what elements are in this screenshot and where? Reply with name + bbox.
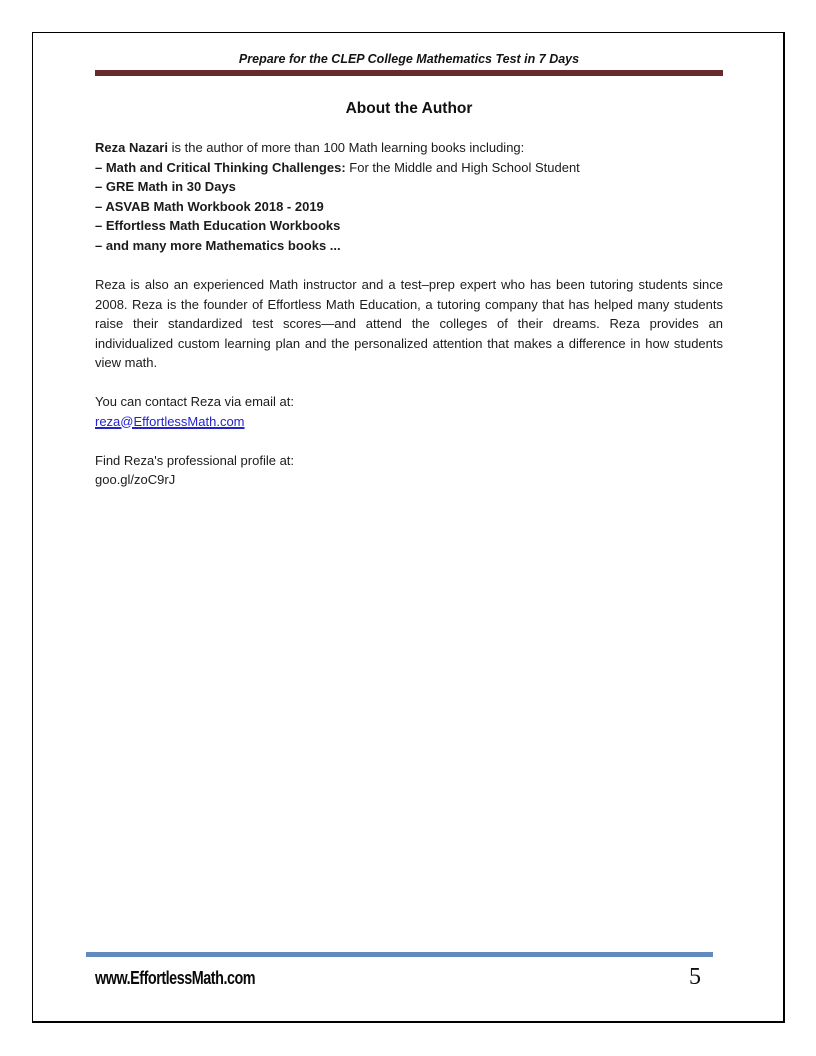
page-title: About the Author	[345, 100, 473, 117]
book-list-item	[95, 158, 723, 178]
footer-row	[86, 964, 713, 991]
email-line	[95, 412, 723, 432]
book-title: – and many more Mathematics books ...	[95, 237, 341, 253]
document-page	[32, 32, 785, 1023]
running-header: Prepare for the CLEP College Mathematics Test in 7 Days	[238, 52, 580, 66]
intro-text: is the author of more than 100 Math learning books including:	[167, 140, 525, 155]
book-subtitle: For the Middle and High School Student	[345, 159, 580, 175]
author-intro	[95, 138, 723, 255]
header-rule	[95, 70, 723, 76]
book-title: – Effortless Math Education Workbooks	[95, 218, 341, 233]
page-number: 5	[689, 964, 701, 990]
book-title: – Math and Critical Thinking Challenges:	[95, 159, 346, 175]
footer-rule	[86, 952, 713, 957]
author-name: Reza Nazari	[95, 140, 168, 155]
book-title: – GRE Math in 30 Days	[95, 179, 236, 194]
website-footer: www.EffortlessMath.com	[95, 968, 256, 988]
intro-line	[95, 138, 723, 158]
profile-url: goo.gl/zoC9rJ	[95, 472, 176, 487]
author-bio: Reza is also an experienced Math instructor and a test–prep expert who has been tutoring students since 2008. Reza is the founder of Effortless Math Education, a tutoring company that has helped many students raise their standardized test scores—and attend the colleges of their dreams. Reza provides an individualized custom learning plan and the personalized attention that makes a difference in how students view math.	[95, 277, 723, 370]
page-content	[33, 52, 783, 490]
email-link[interactable]: reza@EffortlessMath.com	[95, 413, 245, 429]
page-footer	[86, 952, 713, 991]
book-list-item	[95, 197, 723, 217]
book-list-item	[95, 236, 723, 256]
book-list-item	[95, 216, 723, 236]
profile-label: Find Reza's professional profile at:	[95, 452, 295, 468]
contact-label: You can contact Reza via email at:	[95, 394, 294, 409]
book-title: – ASVAB Math Workbook 2018 - 2019	[95, 198, 324, 214]
book-list-item	[95, 177, 723, 197]
